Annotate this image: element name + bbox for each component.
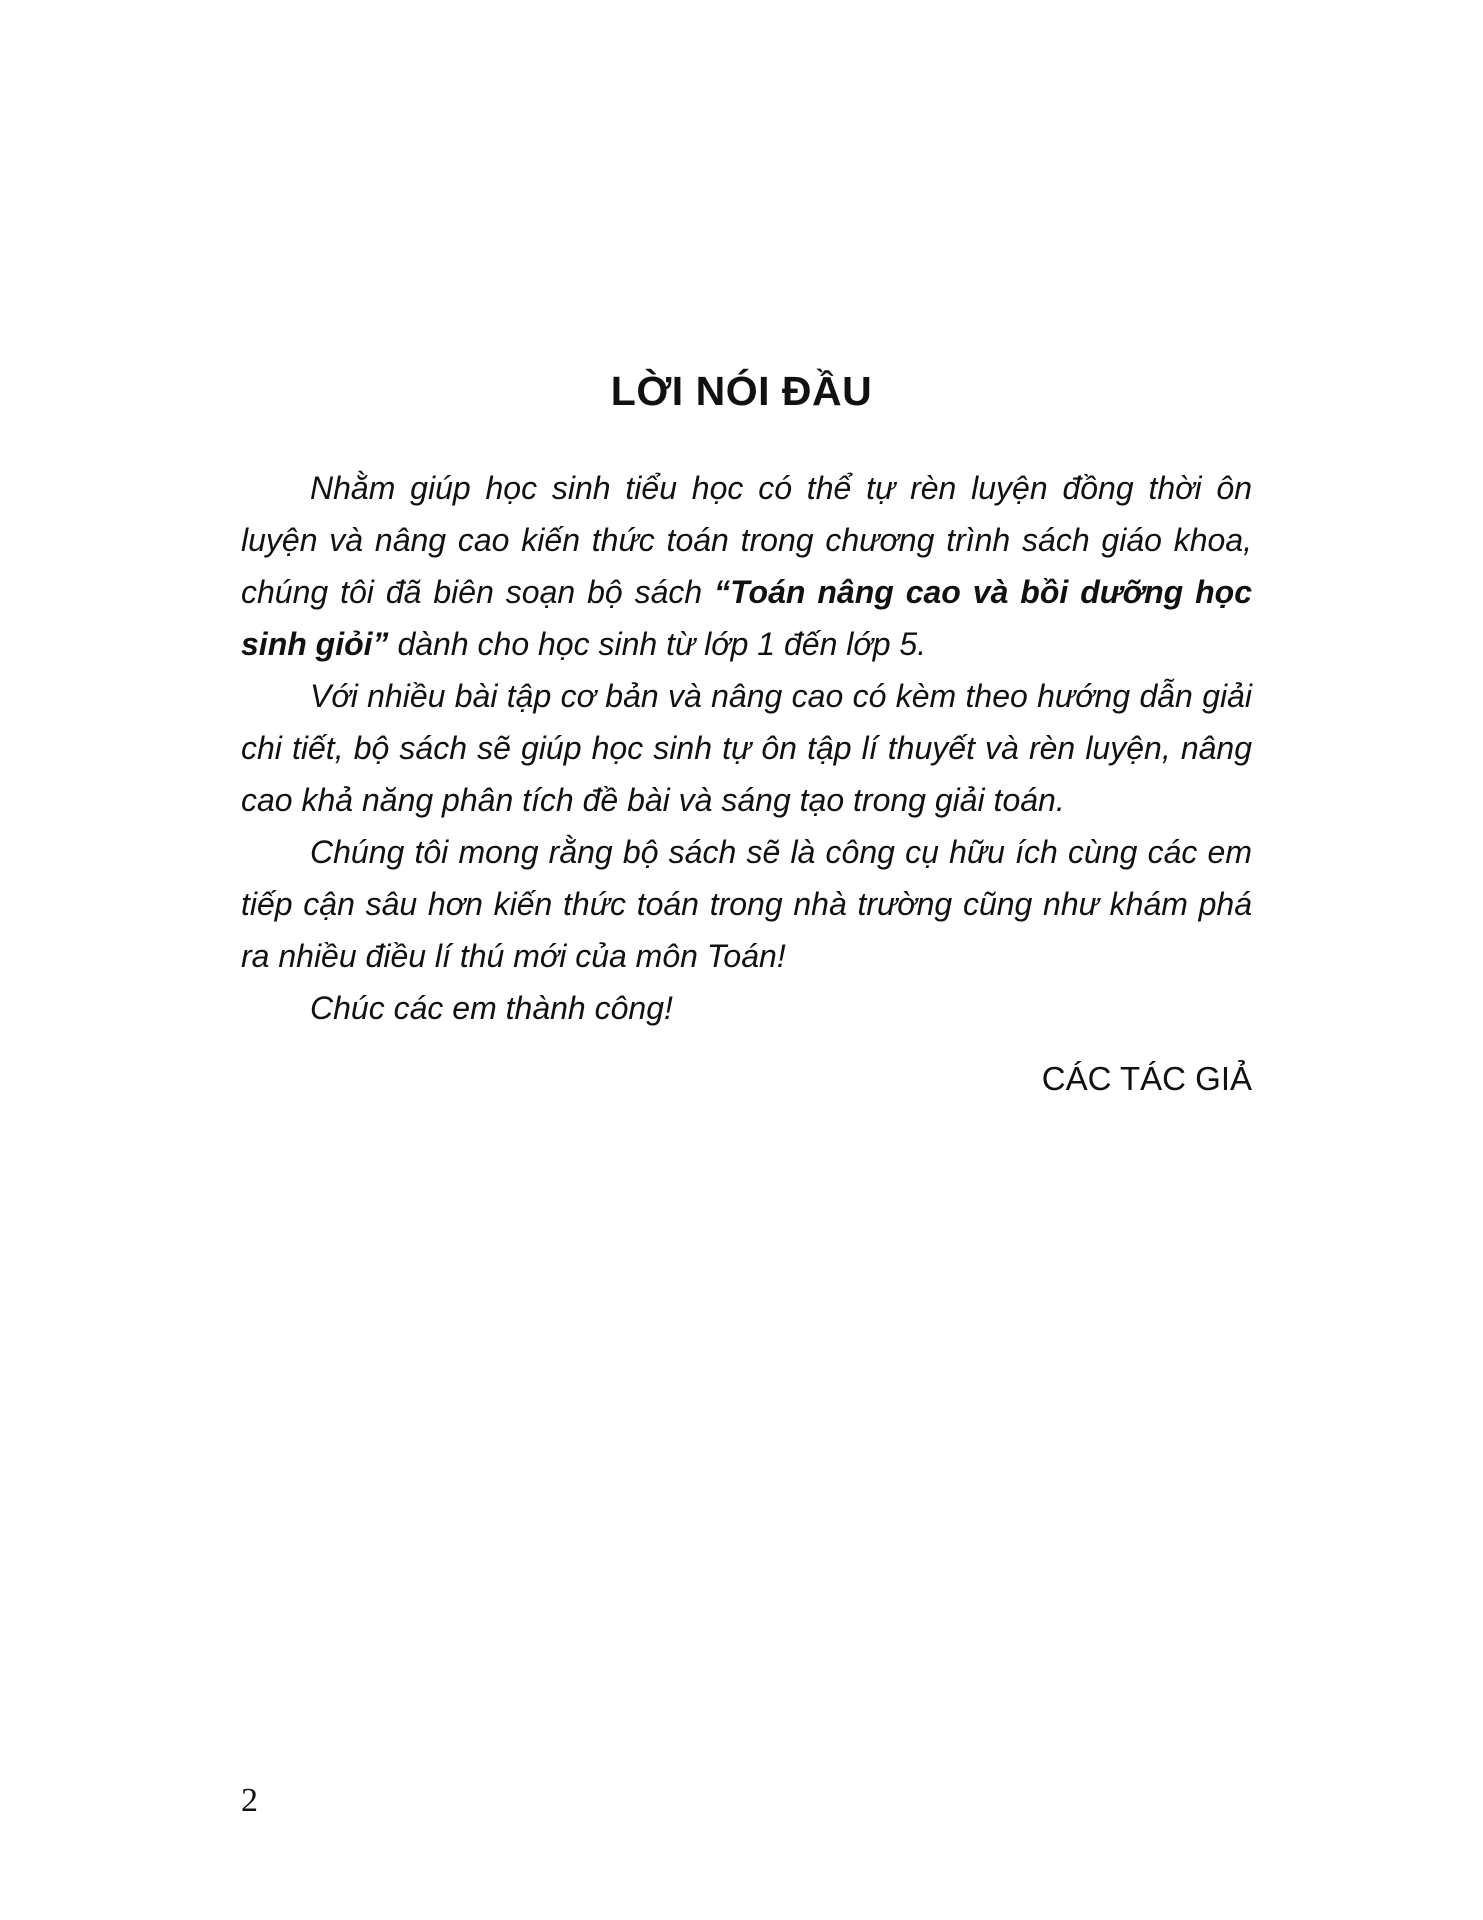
book-title: “Toán nâng cao và bồi dưỡng học sinh giỏi” xyxy=(241,574,1253,662)
authors-signature: CÁC TÁC GIẢ xyxy=(1041,1060,1252,1097)
page-title: LỜI NÓI ĐẦU xyxy=(610,368,873,414)
paragraph-exercises: Với nhiều bài tập cơ bản và nâng cao có kèm theo hướng dẫn giải chi tiết, bộ sách sẽ giúp học sinh tự ôn tập lí thuyết và rèn luyện, nâng cao khả năng phân tích đề bài và sáng tạo trong giải toán. xyxy=(241,678,1252,818)
paragraph-hope: Chúng tôi mong rằng bộ sách sẽ là công cụ hữu ích cùng các em tiếp cận sâu hơn kiến thức toán trong nhà trường cũng như khám phá ra nhiều điều lí thú mới của môn Toán! xyxy=(241,834,1252,974)
paragraph-intro-text-after: dành cho học sinh từ lớp 1 đến lớp 5. xyxy=(388,626,927,662)
paragraph-intro xyxy=(241,462,1252,670)
paragraph-intro-text-before: Nhằm giúp học sinh tiểu học có thể tự rèn luyện đồng thời ôn luyện và nâng cao kiến thức toán trong chương trình sách giáo khoa, chúng tôi đã biên soạn bộ sách xyxy=(241,470,1252,610)
preface-body xyxy=(241,462,1252,1034)
page-number: 2 xyxy=(241,1782,258,1819)
paragraph-wishes: Chúc các em thành công! xyxy=(310,990,673,1026)
